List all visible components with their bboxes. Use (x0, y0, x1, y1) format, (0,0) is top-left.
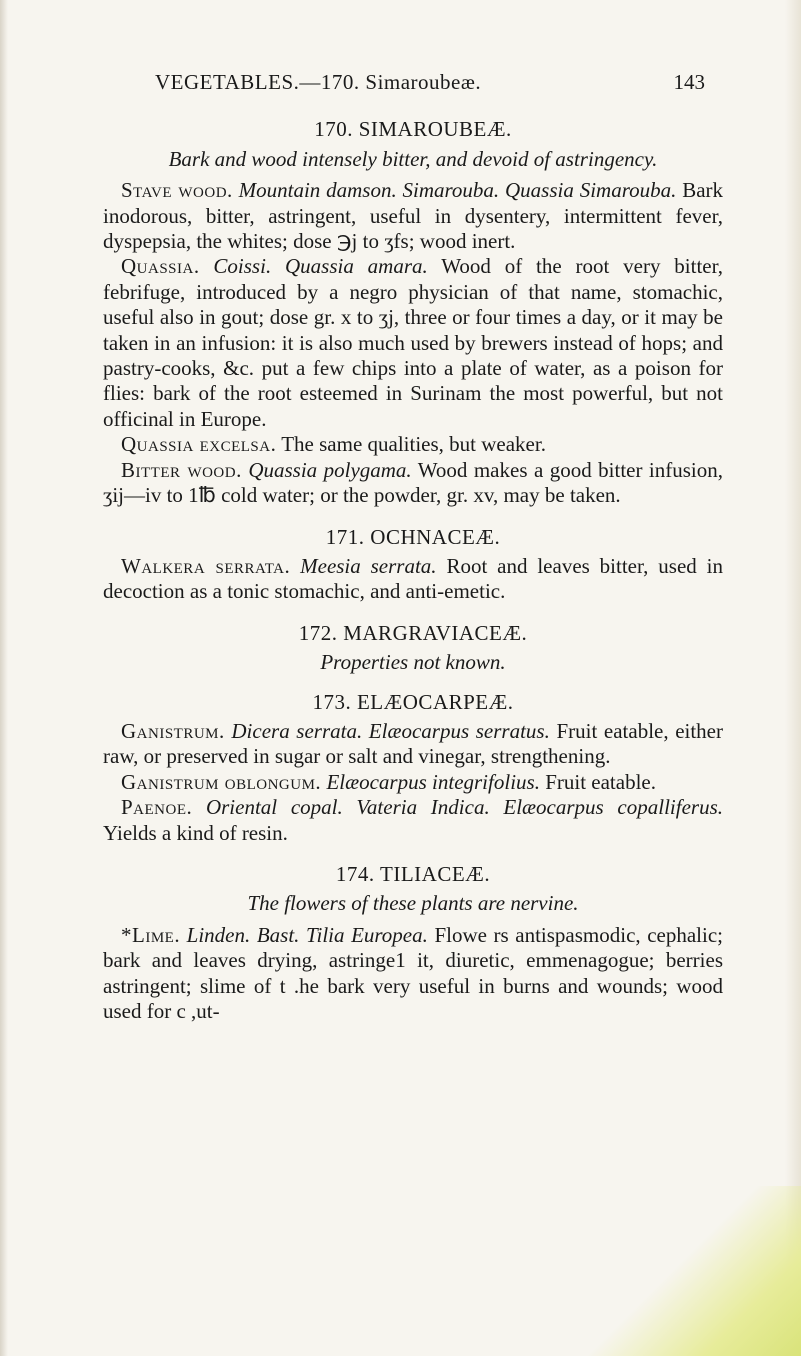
section-subheading: The flowers of these plants are nervine. (247, 891, 579, 916)
section-171 (103, 525, 723, 605)
section-subheading: Properties not known. (320, 650, 506, 675)
section-subheading: Bark and wood intensely bitter, and devoid of astringency. (168, 146, 658, 171)
entry-paragraph: Quassia excelsa. The same qualities, but weaker. (121, 432, 546, 457)
entry-paragraph: *Lime. Linden. Bast. Tilia Europea. Flowe rs antispasmodic, cephalic; bark and leaves drying, astringe1 it, diuretic, emmenagogue; berries astringent; slime of t .he bark very useful in burns and wounds; wood used for c ,ut- (103, 922, 724, 1023)
page-corner-stain (581, 1186, 801, 1356)
page-number: 143 (673, 70, 705, 94)
page-right-edge (785, 0, 801, 1356)
header-title: VEGETABLES.—170. Simaroubeæ. (155, 70, 482, 94)
section-heading: 172. MARGRAVIACEÆ. (298, 620, 528, 645)
entry-paragraph: Quassia. Coissi. Quassia amara. Wood of the root very bitter, febrifuge, introduced by a negro physician of that name, stomachic, useful also in gout; dose gr. x to ʒj, three or four times a day, or it may be taken in an infusion: it is also much used by brewers instead of hops; and pastry-cooks, &c. put a few chips into a plate of water, as a poison for flies: bark of the root esteemed in Surinam the most powerful, but not officinal in Europe. (103, 254, 724, 431)
page-left-shadow (0, 0, 8, 1356)
section-174 (103, 862, 723, 1024)
section-170 (103, 117, 723, 508)
running-header (103, 70, 723, 95)
section-heading: 174. TILIACEÆ. (335, 861, 491, 886)
entry-paragraph: Ganistrum. Dicera serrata. Elæocarpus serratus. Fruit eatable, either raw, or preserved in sugar or salt and vinegar, strengthening. (103, 718, 724, 769)
section-172 (103, 621, 723, 676)
page-text (103, 70, 723, 1024)
entry-paragraph: Ganistrum oblongum. Elæocarpus integrifolius. Fruit eatable. (121, 769, 656, 794)
entry-paragraph: Walkera serrata. Meesia serrata. Root and leaves bitter, used in decoction as a tonic stomachic, and anti-emetic. (103, 553, 723, 604)
section-heading: 173. ELÆOCARPEÆ. (312, 689, 514, 714)
entry-paragraph: Stave wood. Mountain damson. Simarouba. Quassia Simarouba. Bark inodorous, bitter, astringent, useful in dysentery, intermittent fever, dyspepsia, the whites; dose ℈j to ʒfs; wood inert. (103, 178, 724, 254)
entry-paragraph: Bitter wood. Quassia polygama. Wood makes a good bitter infusion, ʒij—iv to 1℔ cold water; or the powder, gr. xv, may be taken. (103, 457, 724, 508)
section-173 (103, 690, 723, 846)
section-heading: 171. OCHNACEÆ. (325, 524, 501, 549)
entry-paragraph: Paenoe. Oriental copal. Vateria Indica. Elæocarpus copalliferus. Yields a kind of resin. (103, 795, 723, 845)
section-heading: 170. SIMAROUBEÆ. (314, 117, 512, 142)
